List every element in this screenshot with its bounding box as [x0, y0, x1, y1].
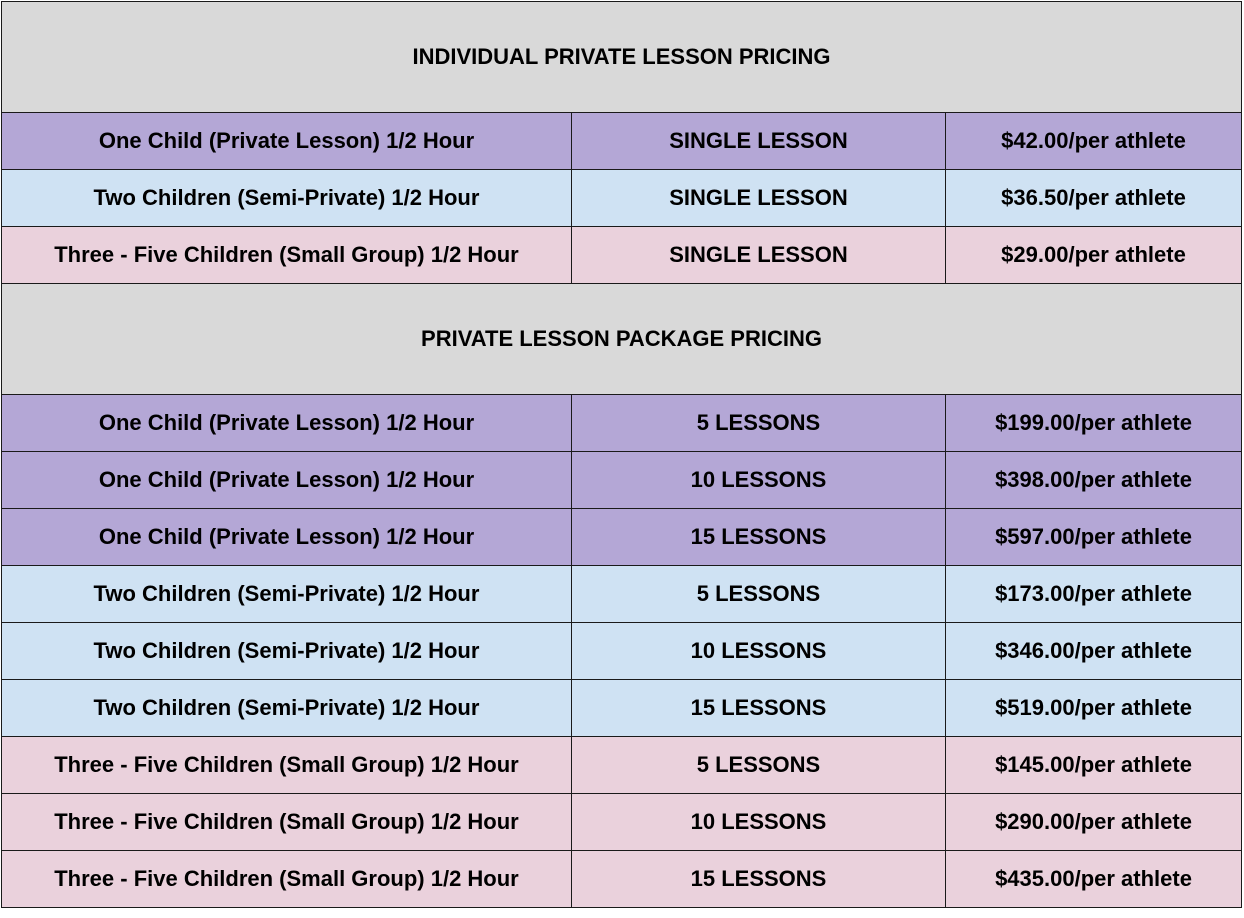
- table-row: [2, 737, 1242, 794]
- table-row: [2, 680, 1242, 737]
- table-row: [2, 170, 1242, 227]
- cell-lessons: 10 LESSONS: [572, 794, 946, 851]
- cell-who: Three - Five Children (Small Group) 1/2 Hour: [2, 737, 572, 794]
- cell-who: One Child (Private Lesson) 1/2 Hour: [2, 113, 572, 170]
- cell-price: $398.00/per athlete: [946, 452, 1242, 509]
- cell-price: $173.00/per athlete: [946, 566, 1242, 623]
- cell-lessons: 15 LESSONS: [572, 851, 946, 908]
- table-row: [2, 113, 1242, 170]
- cell-price: $42.00/per athlete: [946, 113, 1242, 170]
- section-title-package: PRIVATE LESSON PACKAGE PRICING: [2, 284, 1242, 395]
- cell-who: Two Children (Semi-Private) 1/2 Hour: [2, 680, 572, 737]
- cell-who: Three - Five Children (Small Group) 1/2 Hour: [2, 851, 572, 908]
- cell-price: $290.00/per athlete: [946, 794, 1242, 851]
- table-row: [2, 566, 1242, 623]
- cell-lessons: 10 LESSONS: [572, 452, 946, 509]
- cell-price: $36.50/per athlete: [946, 170, 1242, 227]
- cell-who: One Child (Private Lesson) 1/2 Hour: [2, 452, 572, 509]
- table-row: [2, 227, 1242, 284]
- cell-lessons: SINGLE LESSON: [572, 227, 946, 284]
- cell-price: $597.00/per athlete: [946, 509, 1242, 566]
- section-header-row: [2, 2, 1242, 113]
- table-row: [2, 794, 1242, 851]
- cell-price: $519.00/per athlete: [946, 680, 1242, 737]
- cell-price: $145.00/per athlete: [946, 737, 1242, 794]
- cell-lessons: SINGLE LESSON: [572, 113, 946, 170]
- section-header-row: [2, 284, 1242, 395]
- cell-who: Two Children (Semi-Private) 1/2 Hour: [2, 623, 572, 680]
- cell-lessons: 5 LESSONS: [572, 566, 946, 623]
- table-row: [2, 395, 1242, 452]
- table-row: [2, 452, 1242, 509]
- cell-who: One Child (Private Lesson) 1/2 Hour: [2, 395, 572, 452]
- cell-lessons: 10 LESSONS: [572, 623, 946, 680]
- cell-lessons: 5 LESSONS: [572, 737, 946, 794]
- table-row: [2, 623, 1242, 680]
- cell-lessons: 15 LESSONS: [572, 509, 946, 566]
- cell-price: $435.00/per athlete: [946, 851, 1242, 908]
- cell-who: Three - Five Children (Small Group) 1/2 Hour: [2, 227, 572, 284]
- cell-lessons: 5 LESSONS: [572, 395, 946, 452]
- cell-price: $29.00/per athlete: [946, 227, 1242, 284]
- cell-price: $199.00/per athlete: [946, 395, 1242, 452]
- table-row: [2, 851, 1242, 908]
- cell-lessons: SINGLE LESSON: [572, 170, 946, 227]
- section-title-individual: INDIVIDUAL PRIVATE LESSON PRICING: [2, 2, 1242, 113]
- cell-who: One Child (Private Lesson) 1/2 Hour: [2, 509, 572, 566]
- pricing-table: [1, 1, 1242, 908]
- cell-who: Three - Five Children (Small Group) 1/2 Hour: [2, 794, 572, 851]
- cell-price: $346.00/per athlete: [946, 623, 1242, 680]
- cell-lessons: 15 LESSONS: [572, 680, 946, 737]
- table-row: [2, 509, 1242, 566]
- cell-who: Two Children (Semi-Private) 1/2 Hour: [2, 170, 572, 227]
- cell-who: Two Children (Semi-Private) 1/2 Hour: [2, 566, 572, 623]
